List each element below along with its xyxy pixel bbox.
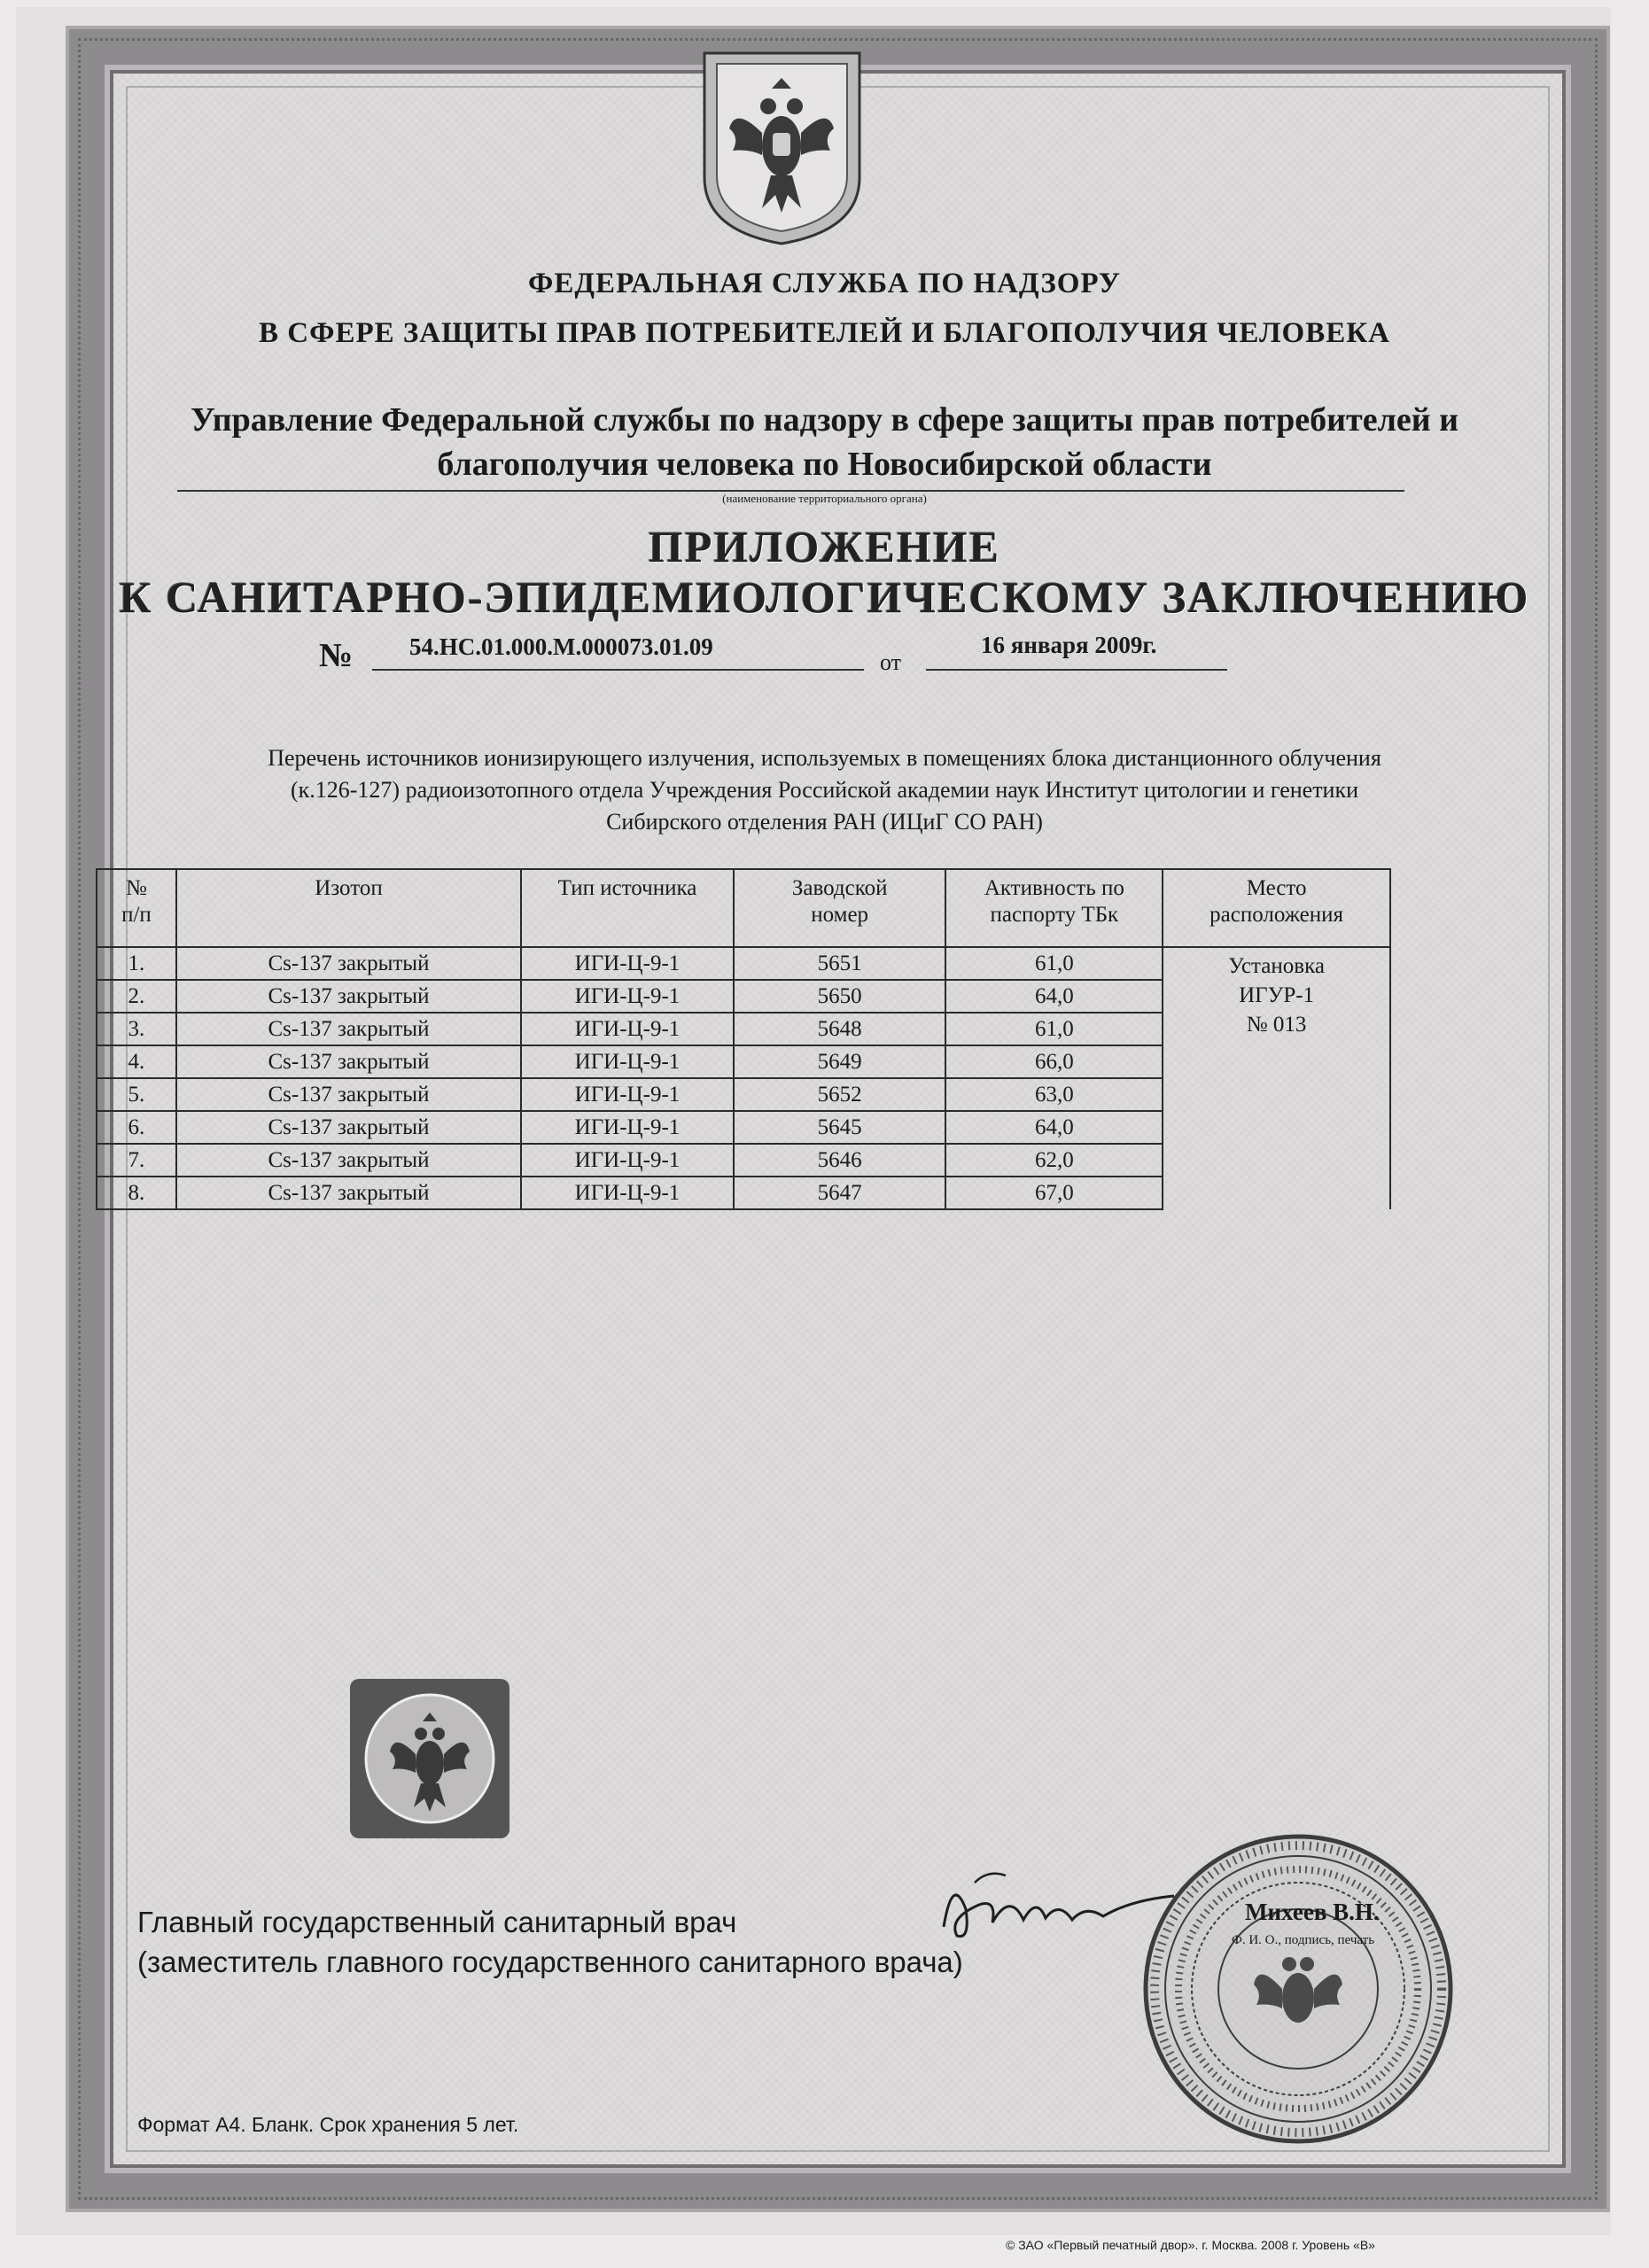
signature bbox=[926, 1856, 1192, 1962]
printer-note: © ЗАО «Первый печатный двор». г. Москва. 2008 г. Уровень «В» bbox=[1006, 2238, 1375, 2252]
cell-number: 6. bbox=[97, 1111, 176, 1144]
territorial-body-line-2: благополучия человека по Новосибирской области bbox=[437, 446, 1212, 483]
agency-title-line-2: В СФЕРЕ ЗАЩИТЫ ПРАВ ПОТРЕБИТЕЛЕЙ И БЛАГОПОЛУЧИЯ ЧЕЛОВЕКА bbox=[259, 317, 1390, 349]
territorial-body-caption: (наименование территориального органа) bbox=[722, 492, 927, 505]
territorial-body-line-1: Управление Федеральной службы по надзору в сфере защиты прав потребителей и bbox=[190, 401, 1459, 439]
cell-source-type: ИГИ-Ц-9-1 bbox=[521, 1013, 734, 1045]
cell-source-type: ИГИ-Ц-9-1 bbox=[521, 947, 734, 980]
cell-number: 7. bbox=[97, 1144, 176, 1177]
table-row bbox=[97, 947, 1390, 980]
cell-source-type: ИГИ-Ц-9-1 bbox=[521, 980, 734, 1013]
cell-activity: 62,0 bbox=[945, 1144, 1163, 1177]
cell-source-type: ИГИ-Ц-9-1 bbox=[521, 1045, 734, 1078]
location-text: Установка ИГУР-1 № 013 bbox=[1228, 954, 1325, 1037]
agency-title-line-1: ФЕДЕРАЛЬНАЯ СЛУЖБА ПО НАДЗОРУ bbox=[528, 268, 1121, 299]
cell-serial: 5646 bbox=[734, 1144, 946, 1177]
cell-isotope: Cs-137 закрытый bbox=[176, 1045, 521, 1078]
cell-activity: 61,0 bbox=[945, 947, 1163, 980]
chief-doctor-title: Главный государственный санитарный врач bbox=[137, 1906, 737, 1938]
cell-activity: 66,0 bbox=[945, 1045, 1163, 1078]
cell-isotope: Cs-137 закрытый bbox=[176, 1013, 521, 1045]
cell-source-type: ИГИ-Ц-9-1 bbox=[521, 1111, 734, 1144]
number-underline bbox=[372, 669, 864, 671]
header-activity: Активность по паспорту ТБк bbox=[945, 869, 1163, 947]
number-label: № bbox=[319, 637, 354, 674]
conclusion-number: 54.НС.01.000.М.000073.01.09 bbox=[409, 633, 713, 660]
from-label: от bbox=[880, 649, 902, 675]
cell-serial: 5650 bbox=[734, 980, 946, 1013]
header-isotope: Изотоп bbox=[176, 869, 521, 947]
cell-isotope: Cs-137 закрытый bbox=[176, 1177, 521, 1209]
cell-number: 4. bbox=[97, 1045, 176, 1078]
table-header-row bbox=[97, 869, 1390, 947]
conclusion-date: 16 января 2009г. bbox=[981, 632, 1157, 658]
cell-number: 5. bbox=[97, 1078, 176, 1111]
cell-activity: 63,0 bbox=[945, 1078, 1163, 1111]
cell-activity: 64,0 bbox=[945, 980, 1163, 1013]
cell-number: 1. bbox=[97, 947, 176, 980]
cell-number: 3. bbox=[97, 1013, 176, 1045]
coat-of-arms-icon bbox=[687, 44, 877, 248]
cell-isotope: Cs-137 закрытый bbox=[176, 1111, 521, 1144]
cell-activity: 64,0 bbox=[945, 1111, 1163, 1144]
cell-activity: 61,0 bbox=[945, 1013, 1163, 1045]
header-number: № п/п bbox=[97, 869, 176, 947]
document-subtitle: К САНИТАРНО-ЭПИДЕМИОЛОГИЧЕСКОМУ ЗАКЛЮЧЕНИЮ bbox=[119, 572, 1530, 622]
cell-serial: 5652 bbox=[734, 1078, 946, 1111]
format-note: Формат А4. Бланк. Срок хранения 5 лет. bbox=[137, 2113, 519, 2136]
coat-of-arms-small-icon bbox=[350, 1679, 509, 1838]
cell-isotope: Cs-137 закрытый bbox=[176, 947, 521, 980]
cell-source-type: ИГИ-Ц-9-1 bbox=[521, 1177, 734, 1209]
cell-isotope: Cs-137 закрытый bbox=[176, 1078, 521, 1111]
cell-serial: 5649 bbox=[734, 1045, 946, 1078]
cell-number: 2. bbox=[97, 980, 176, 1013]
header-source-type: Тип источника bbox=[521, 869, 734, 947]
signer-name: Михеев В.Н. bbox=[1245, 1899, 1380, 1925]
header-serial-number: Заводской номер bbox=[734, 869, 946, 947]
cell-source-type: ИГИ-Ц-9-1 bbox=[521, 1078, 734, 1111]
intro-line-3: Сибирского отделения РАН (ИЦиГ СО РАН) bbox=[606, 809, 1043, 835]
cell-location bbox=[1163, 947, 1390, 1209]
sources-table bbox=[96, 868, 1391, 1210]
cell-serial: 5651 bbox=[734, 947, 946, 980]
cell-source-type: ИГИ-Ц-9-1 bbox=[521, 1144, 734, 1177]
cell-activity: 67,0 bbox=[945, 1177, 1163, 1209]
cell-serial: 5645 bbox=[734, 1111, 946, 1144]
intro-line-1: Перечень источников ионизирующего излучения, используемых в помещениях блока дистанционного облучения bbox=[268, 745, 1381, 771]
cell-serial: 5648 bbox=[734, 1013, 946, 1045]
cell-number: 8. bbox=[97, 1177, 176, 1209]
deputy-doctor-title: (заместитель главного государственного санитарного врача) bbox=[137, 1946, 963, 1978]
hologram-badge bbox=[350, 1679, 509, 1838]
cell-isotope: Cs-137 закрытый bbox=[176, 980, 521, 1013]
date-underline bbox=[926, 669, 1227, 671]
signer-caption: Ф. И. О., подпись, печать bbox=[1232, 1933, 1375, 1947]
header-location: Место расположения bbox=[1163, 869, 1390, 947]
cell-isotope: Cs-137 закрытый bbox=[176, 1144, 521, 1177]
intro-line-2: (к.126-127) радиоизотопного отдела Учреждения Российской академии наук Институт цитологии и генетики bbox=[290, 777, 1359, 803]
document-title: ПРИЛОЖЕНИЕ bbox=[648, 522, 1001, 571]
cell-serial: 5647 bbox=[734, 1177, 946, 1209]
